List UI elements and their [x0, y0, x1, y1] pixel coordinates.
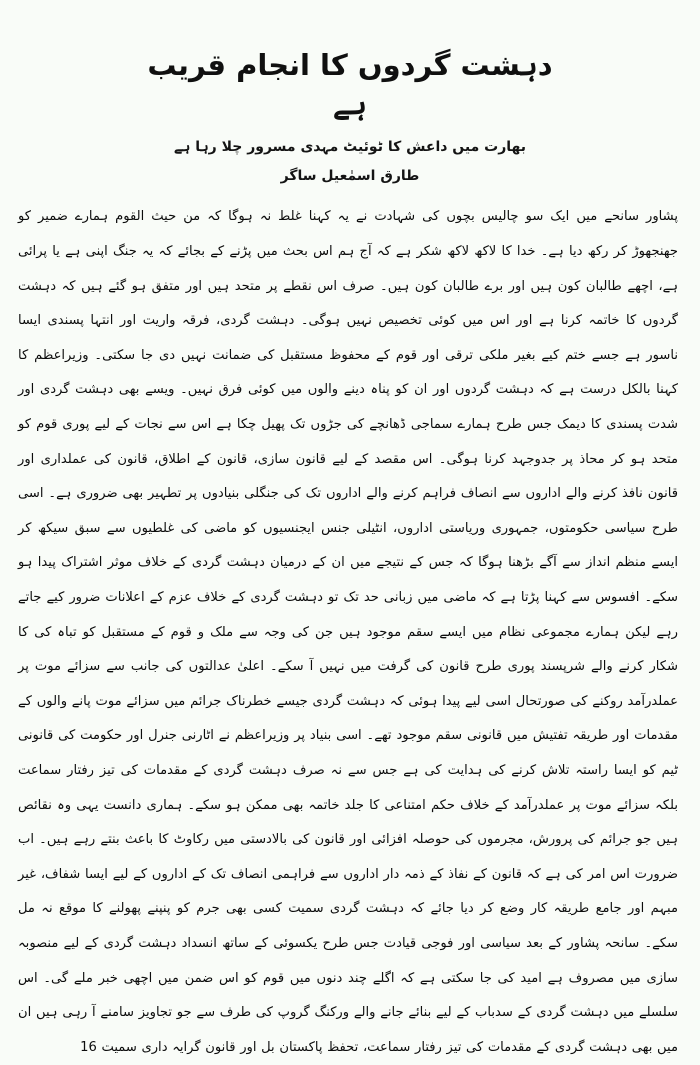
body-paragraph: پشاور سانحے میں ایک سو چالیس بچوں کی شہادت نے یہ کہنا غلط نہ ہوگا کہ من حیث القوم ہمارے ضمیر کو جھنجھوڑ کر رکھ دیا ہے۔ خدا کا لاکھ لاکھ شکر ہے کہ آج ہم اس بحث میں پڑنے کے بجائے کہ یہ جنگ اپنی ہے یا پرائی ہے، اچھے طالبان کون ہیں اور برے طالبان کون ہیں۔ صرف اس نقطے پر متحد ہیں اور متفق ہو گئے ہیں کہ دہشت گردوں کا خاتمہ کرنا ہے اور اس میں کوئی تخصیص نہیں ہوگی۔ دہشت گردی، فرقہ واریت اور انتہا پسندی ایسا ناسور ہے جسے ختم کیے بغیر ملکی ترقی اور قوم کے محفوظ مستقبل کی ضمانت نہیں دی جا سکتی۔ وزیراعظم کا کہنا بالکل درست ہے کہ دہشت گردوں اور ان کو پناہ دینے والوں میں کوئی فرق نہیں۔ ویسے بھی دہشت گردی اور شدت پسندی کا دیمک جس طرح ہمارے سماجی ڈھانچے کی جڑوں تک پھیل چکا ہے اس سے نجات کے لیے پوری قوم کو متحد ہو کر محاذ پر جدوجہد کرنا ہوگی۔ اس مقصد کے لیے قانون سازی، قانون کے اطلاق، قانون کی عملداری اور قانون نافذ کرنے والے اداروں سے انصاف فراہم کرنے والے اداروں تک کی جنگلی بنیادوں پر تطہیر بھی ضروری ہے۔ اسی طرح سیاسی حکومتوں، جمہوری وریاستی اداروں، انٹیلی جنس ایجنسیوں کو ماضی کی غلطیوں سے سبق سیکھ کر ایسے منظم انداز سے آگے بڑھنا ہوگا کہ جس کے نتیجے میں ان کے درمیان دہشت گردی کے خلاف موثر اشتراک پیدا ہو سکے۔ افسوس سے کہنا پڑتا ہے کہ ماضی میں زبانی حد تک تو دہشت گردی کے خلاف عزم کے اعلانات ضرور کیے جاتے رہے لیکن ہمارے مجموعی نظام میں ایسے سقم موجود ہیں جن کی وجہ سے ملک و قوم کے مستقبل کو تباہ کی کا شکار کرنے والے شرپسند پوری طرح قانون کی گرفت میں نہیں آ سکے۔ اعلیٰ عدالتوں کی جانب سے سزائے موت پر عملدرآمد روکنے کی صورتحال اسی لیے پیدا ہوئی کہ دہشت گردی جیسے خطرناک جرائم میں سزائے موت پانے والوں کے مقدمات اور طریقہ تفتیش میں قانونی سقم موجود تھے۔ اسی بنیاد پر وزیراعظم نے اٹارنی جنرل اور حکومت کی قانونی ٹیم کو ایسا راستہ تلاش کرنے کی ہدایت کی ہے جس سے نہ صرف دہشت گردی کے مقدمات کی تیز رفتار سماعت بلکہ سزائے موت پر عملدرآمد کے خلاف حکم امتناعی کا جلد خاتمہ بھی ممکن ہو سکے۔ ہماری دانست یہی وہ نقائص ہیں جو جرائم کی پرورش، مجرموں کی حوصلہ افزائی اور قانون کی بالادستی میں رکاوٹ کا باعث بنتے رہے ہیں۔ اب ضرورت اس امر کی ہے کہ قانون کے نفاذ کے ذمہ دار اداروں سے فراہمی انصاف تک کے اداروں کے لیے ایسا شفاف، غیر مبہم اور جامع طریقہ کار وضع کر دیا جائے کہ دہشت گردی سمیت کسی بھی جرم کو پنپنے پھولنے کا موقع نہ مل سکے۔ سانحہ پشاور کے بعد سیاسی اور فوجی قیادت جس طرح یکسوئی کے ساتھ انسداد دہشت گردی کے لیے منصوبہ سازی میں مصروف ہے امید کی جا سکتی ہے کہ اگلے چند دنوں میں قوم کو اس ضمن میں اچھی خبر ملے گی۔ اس سلسلے میں دہشت گردی کے سدباب کے لیے بنائے جانے والے ورکنگ گروپ کی طرف سے جو تجاویز سامنے آ رہی ہیں ان میں بھی دہشت گردی کے مقدمات کی تیز رفتار سماعت، تحفظ پاکستان بل اور قانون گرایہ داری سمیت 16 [18, 209, 678, 1055]
page-title: دہشت گردوں کا انجام قریب ہے [147, 48, 553, 122]
article-masthead [0, 0, 700, 186]
article-body [18, 200, 678, 1065]
author-byline: طارق اسمٰعیل ساگر [280, 167, 420, 184]
article-subtitle: بھارت میں داعش کا ٹوئیٹ مہدی مسرور چلا رہا ہے [173, 139, 527, 156]
